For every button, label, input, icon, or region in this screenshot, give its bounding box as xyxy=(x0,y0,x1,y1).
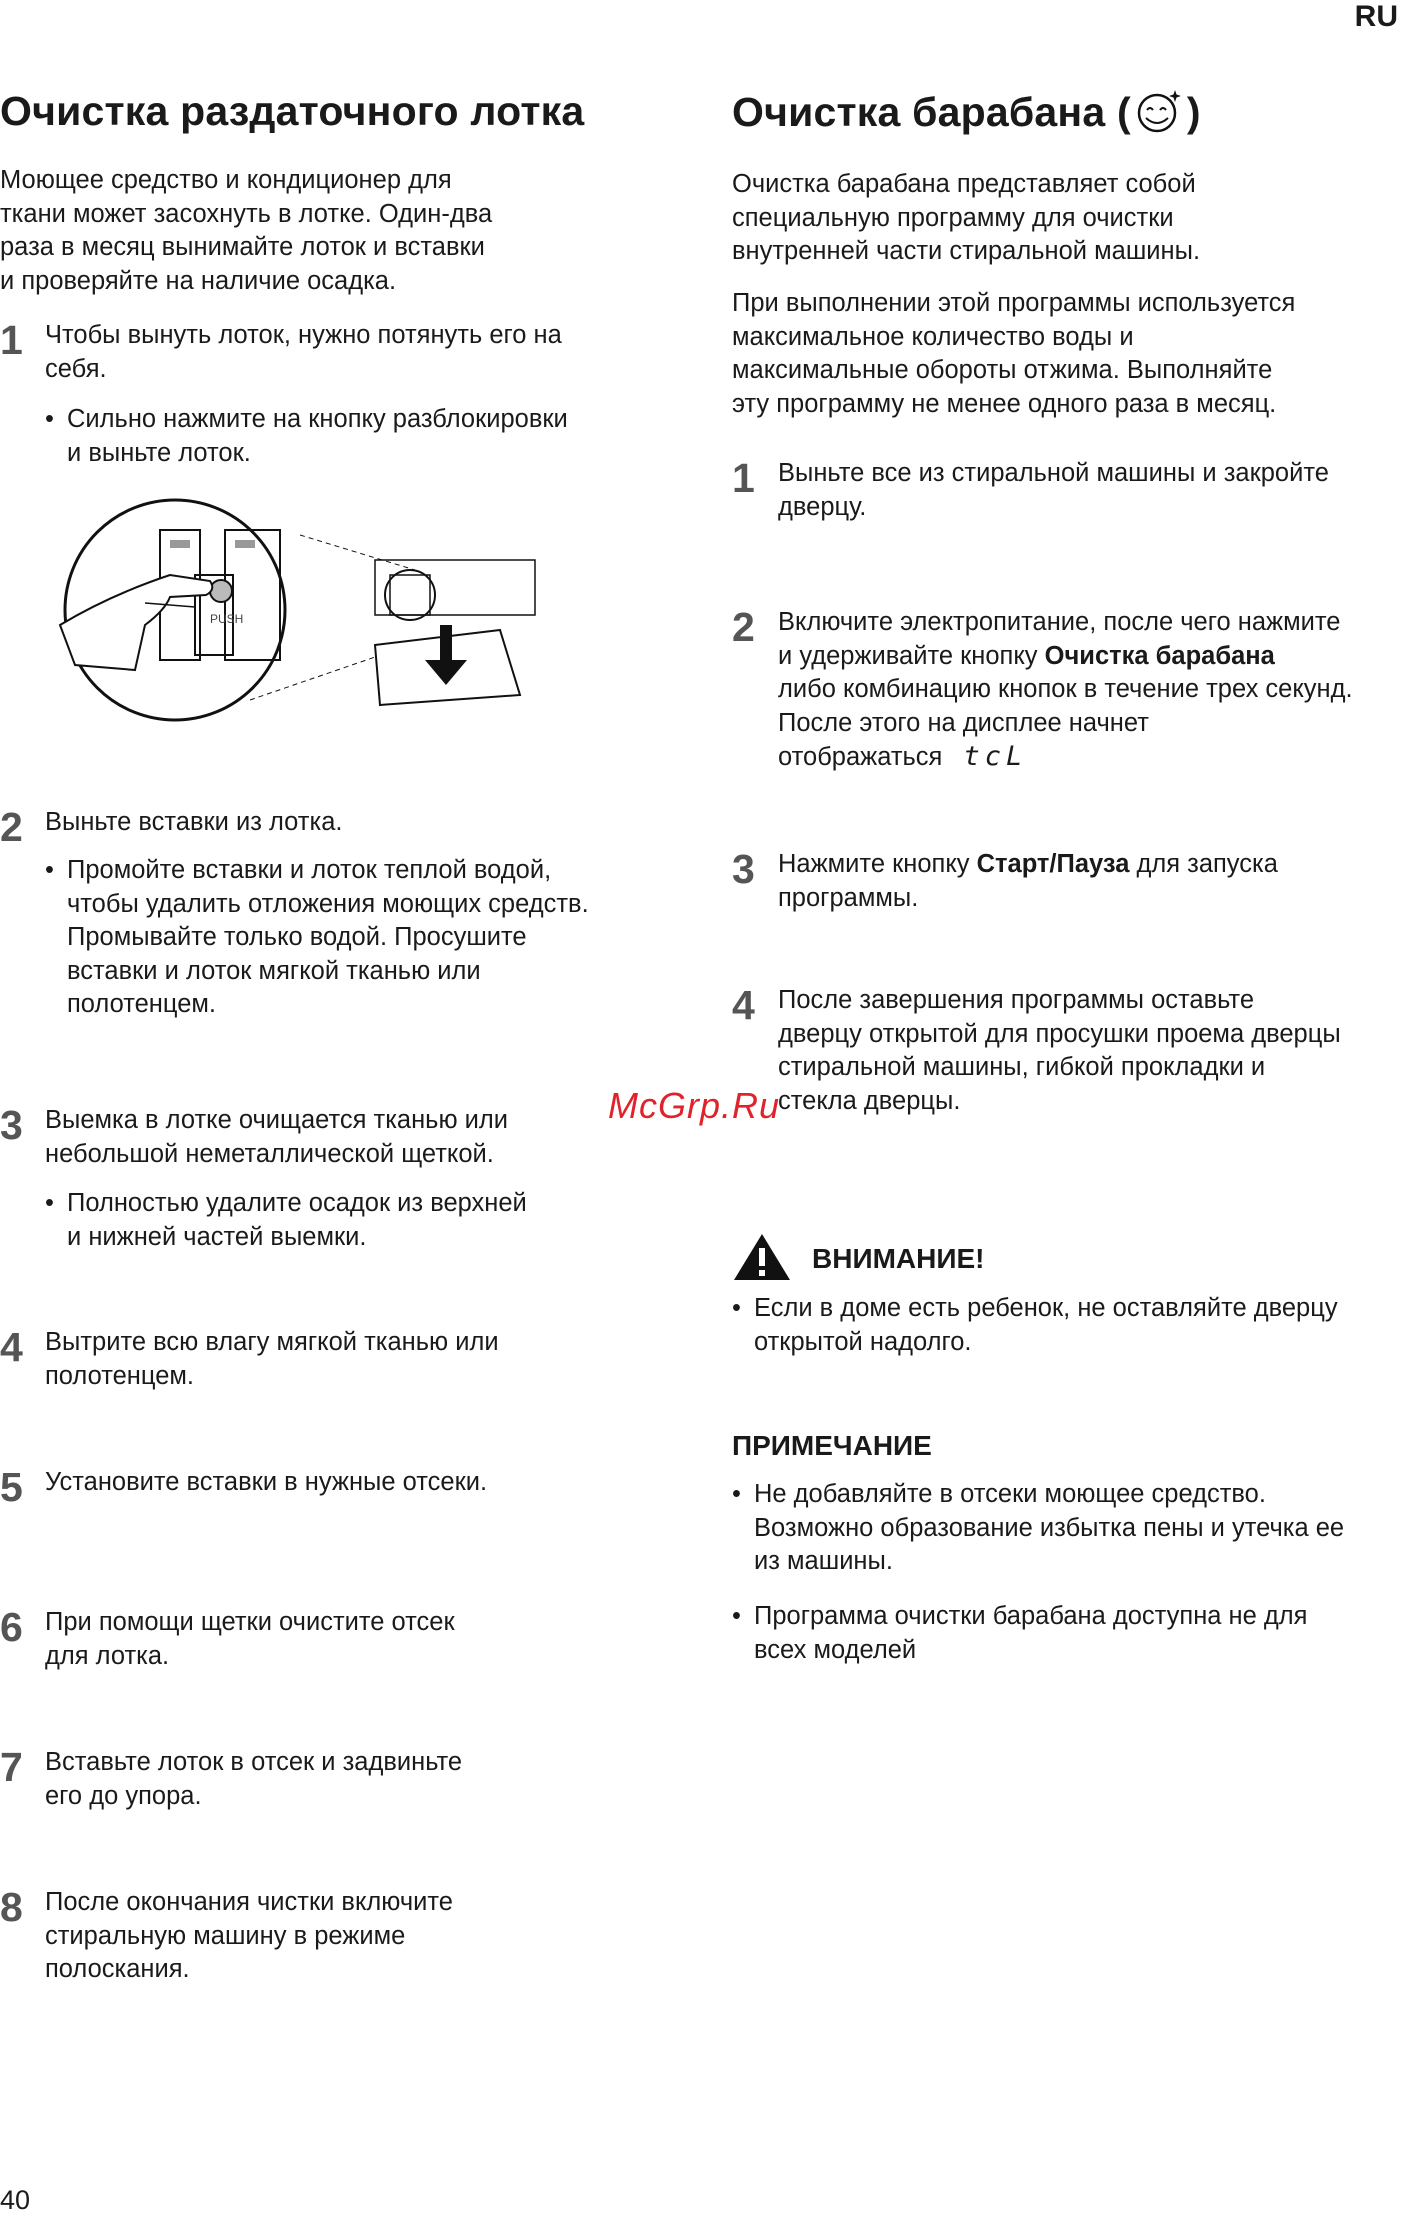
step-number: 2 xyxy=(0,804,23,850)
step-number: 3 xyxy=(732,846,755,892)
step-text: При помощи щетки очистите отсек для лотка. xyxy=(45,1608,455,1670)
step-text: Вытрите всю влагу мягкой тканью или полотенцем. xyxy=(45,1328,499,1390)
step-bullet: • Сильно нажмите на кнопку разблокировки и выньте лоток. xyxy=(45,405,568,467)
page-number: 40 xyxy=(0,2185,31,2215)
step-text: Установите вставки в нужные отсеки. xyxy=(45,1468,488,1496)
step-number: 1 xyxy=(0,317,23,363)
step-text: После завершения программы оставьте дверцу открытой для просушки проема дверцы стиральной машины, гибкой прокладки и стекла дверцы. xyxy=(778,986,1341,1115)
step-bullet: • Полностью удалите осадок из верхней и нижней частей выемки. xyxy=(45,1189,527,1251)
step-text: Вставьте лоток в отсек и задвиньте его до упора. xyxy=(45,1748,463,1810)
warning-bullet: • Если в доме есть ребенок, не оставляйте дверцу открытой надолго. xyxy=(732,1294,1338,1356)
left-intro: Моющее средство и кондиционер для ткани может засохнуть в лотке. Один-два раза в месяц вынимайте лоток и вставки и проверяйте на наличие осадка. xyxy=(0,166,493,295)
drum-clean-icon xyxy=(1135,88,1183,134)
step-text: Выемка в лотке очищается тканью или небольшой неметаллической щеткой. xyxy=(45,1106,509,1168)
note-bullet: • Не добавляйте в отсеки моющее средство. Возможно образование избытка пены и утечка ее из машины. xyxy=(732,1480,1345,1575)
step-number: 2 xyxy=(732,604,755,650)
tray-removal-illustration xyxy=(50,495,540,725)
step-number: 8 xyxy=(0,1884,23,1930)
left-title: Очистка раздаточного лотка xyxy=(0,88,585,134)
step-text: После окончания чистки включите стиральную машину в режиме полоскания. xyxy=(45,1888,453,1983)
warning-title: ВНИМАНИЕ! xyxy=(812,1243,985,1274)
step-number: 4 xyxy=(732,982,755,1028)
step-text: Нажмите кнопку Старт/Пауза для запуска программы. xyxy=(778,850,1278,912)
step-number: 6 xyxy=(0,1604,23,1650)
push-label: PUSH xyxy=(210,612,244,626)
display-readout: tcL xyxy=(963,741,1028,772)
step-text: Включите электропитание, после чего нажмите и удерживайте кнопку Очистка барабана либо комбинацию кнопок в течение трех секунд. После этого на дисплее начнет отображаться tcL xyxy=(778,608,1353,772)
right-paragraph-1: Очистка барабана представляет собой специальную программу для очистки внутренней части стиральной машины. xyxy=(732,170,1201,265)
note-bullet: • Программа очистки барабана доступна не для всех моделей xyxy=(732,1602,1308,1664)
step-text: Выньте вставки из лотка. xyxy=(45,808,343,836)
step-number: 7 xyxy=(0,1744,23,1790)
step-number: 4 xyxy=(0,1324,23,1370)
step-text: Выньте все из стиральной машины и закройте дверцу. xyxy=(778,459,1329,521)
note-title: ПРИМЕЧАНИЕ xyxy=(732,1430,932,1461)
step-number: 1 xyxy=(732,455,755,501)
warning-icon xyxy=(732,1232,792,1282)
step-number: 3 xyxy=(0,1102,23,1148)
watermark: McGrp.Ru xyxy=(608,1085,781,1126)
step-number: 5 xyxy=(0,1464,23,1510)
language-label: RU xyxy=(1354,0,1398,33)
step-text: Чтобы вынуть лоток, нужно потянуть его на себя. xyxy=(45,321,562,383)
right-paragraph-2: При выполнении этой программы используется максимальное количество воды и максимальные обороты отжима. Выполняйте эту программу не менее одного раза в месяц. xyxy=(732,289,1296,418)
right-title: Очистка барабана ( ) xyxy=(732,89,1201,135)
step-bullet: • Промойте вставки и лоток теплой водой, чтобы удалить отложения моющих средств. Промывайте только водой. Просушите вставки и лоток мягкой тканью или полотенцем. xyxy=(45,856,589,1018)
